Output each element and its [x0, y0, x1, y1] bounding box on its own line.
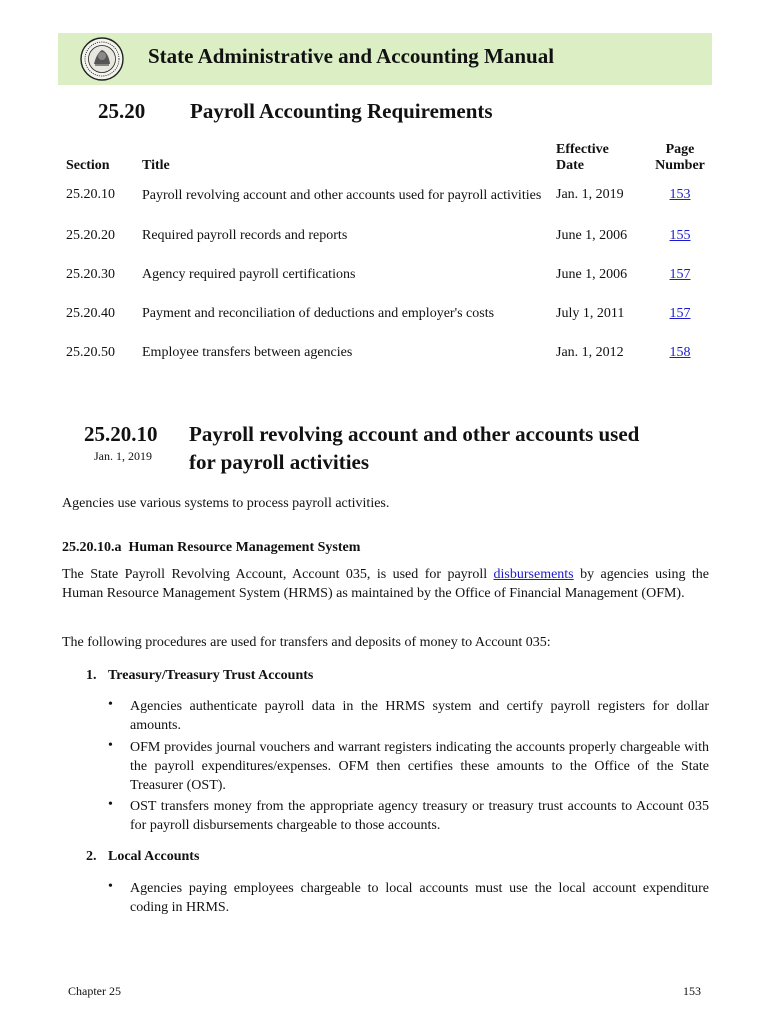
row-date: Jan. 1, 2012 — [556, 344, 624, 360]
bullet-icon: • — [108, 738, 113, 753]
list-heading-local: Local Accounts — [108, 849, 200, 864]
table-row — [60, 216, 712, 255]
table-row — [60, 294, 712, 333]
subsection-title-line2: for payroll activities — [189, 450, 370, 474]
row-section: 25.20.10 — [66, 187, 115, 202]
hrms-paragraph: The State Payroll Revolving Account, Account 035, is used for payroll disbursements by agencies using the Human Resource Management System (HRMS) as maintained by the Office of Financial Management (OFM). — [62, 567, 709, 601]
table-row — [60, 255, 712, 294]
procedures-paragraph: The following procedures are used for transfers and deposits of money to Account 035: — [62, 635, 551, 650]
row-date: July 1, 2011 — [556, 305, 625, 321]
disbursements-link[interactable]: disbursements — [493, 567, 574, 582]
subsection-title-line1: Payroll revolving account and other accounts used — [189, 422, 640, 446]
row-date: June 1, 2006 — [556, 227, 628, 243]
sub-heading: 25.20.10.a Human Resource Management System — [62, 540, 361, 555]
list-marker: 1. — [86, 668, 97, 683]
footer-page-number: 153 — [683, 984, 701, 998]
row-section: 25.20.30 — [66, 266, 115, 282]
bullet-item: OFM provides journal vouchers and warrant registers indicating the accounts properly chargeable with the payroll expenditures/expenses. OFM then certifies these amounts to the Office of the State Treasurer (OST). — [130, 740, 709, 793]
state-seal-logo — [80, 37, 124, 81]
column-header-title: Title — [142, 158, 170, 173]
table-row — [60, 333, 712, 372]
row-section: 25.20.20 — [66, 227, 115, 243]
bullet-icon: • — [108, 879, 113, 894]
row-page-link[interactable]: 157 — [669, 305, 691, 321]
bullet-item: Agencies paying employees chargeable to local accounts must use the local account expenditure coding in HRMS. — [130, 881, 709, 915]
bullet-icon: • — [108, 797, 113, 812]
row-title: Payment and reconciliation of deductions and employer's costs — [142, 305, 495, 321]
row-title: Employee transfers between agencies — [142, 344, 353, 360]
list-marker: 2. — [86, 849, 97, 864]
row-title: Payroll revolving account and other accounts used for payroll activities — [142, 187, 542, 203]
row-page-link[interactable]: 157 — [669, 266, 691, 282]
row-date: Jan. 1, 2019 — [556, 187, 624, 202]
row-date: June 1, 2006 — [556, 266, 628, 282]
row-title: Required payroll records and reports — [142, 227, 348, 243]
list-heading-treasury: Treasury/Treasury Trust Accounts — [108, 668, 314, 683]
section-title: Payroll Accounting Requirements — [190, 99, 493, 123]
bullet-item: OST transfers money from the appropriate agency treasury or treasury trust accounts to Account 035 for payroll disbursements chargeable to those accounts. — [130, 799, 709, 833]
bullet-icon: • — [108, 697, 113, 712]
table-row — [60, 174, 712, 216]
column-header-page-number: Page Number — [655, 142, 705, 173]
manual-title: State Administrative and Accounting Manual — [148, 44, 555, 68]
row-section: 25.20.40 — [66, 305, 115, 321]
row-page-link[interactable]: 158 — [669, 344, 691, 360]
intro-paragraph: Agencies use various systems to process payroll activities. — [62, 496, 390, 511]
row-title: Agency required payroll certifications — [142, 266, 356, 282]
column-header-section: Section — [66, 158, 110, 173]
section-contents-table — [60, 140, 712, 372]
row-page-link[interactable]: 153 — [669, 187, 691, 202]
row-section: 25.20.50 — [66, 344, 115, 360]
subsection-number: 25.20.10 — [84, 422, 158, 446]
column-header-effective-date: Effective Date — [556, 142, 609, 173]
subsection-date: Jan. 1, 2019 — [94, 449, 152, 463]
table-header-row — [60, 140, 712, 174]
bullet-item: Agencies authenticate payroll data in the HRMS system and certify payroll registers for dollar amounts. — [130, 699, 709, 733]
footer-chapter: Chapter 25 — [68, 984, 121, 998]
section-number: 25.20 — [98, 99, 146, 123]
row-page-link[interactable]: 155 — [669, 227, 691, 243]
